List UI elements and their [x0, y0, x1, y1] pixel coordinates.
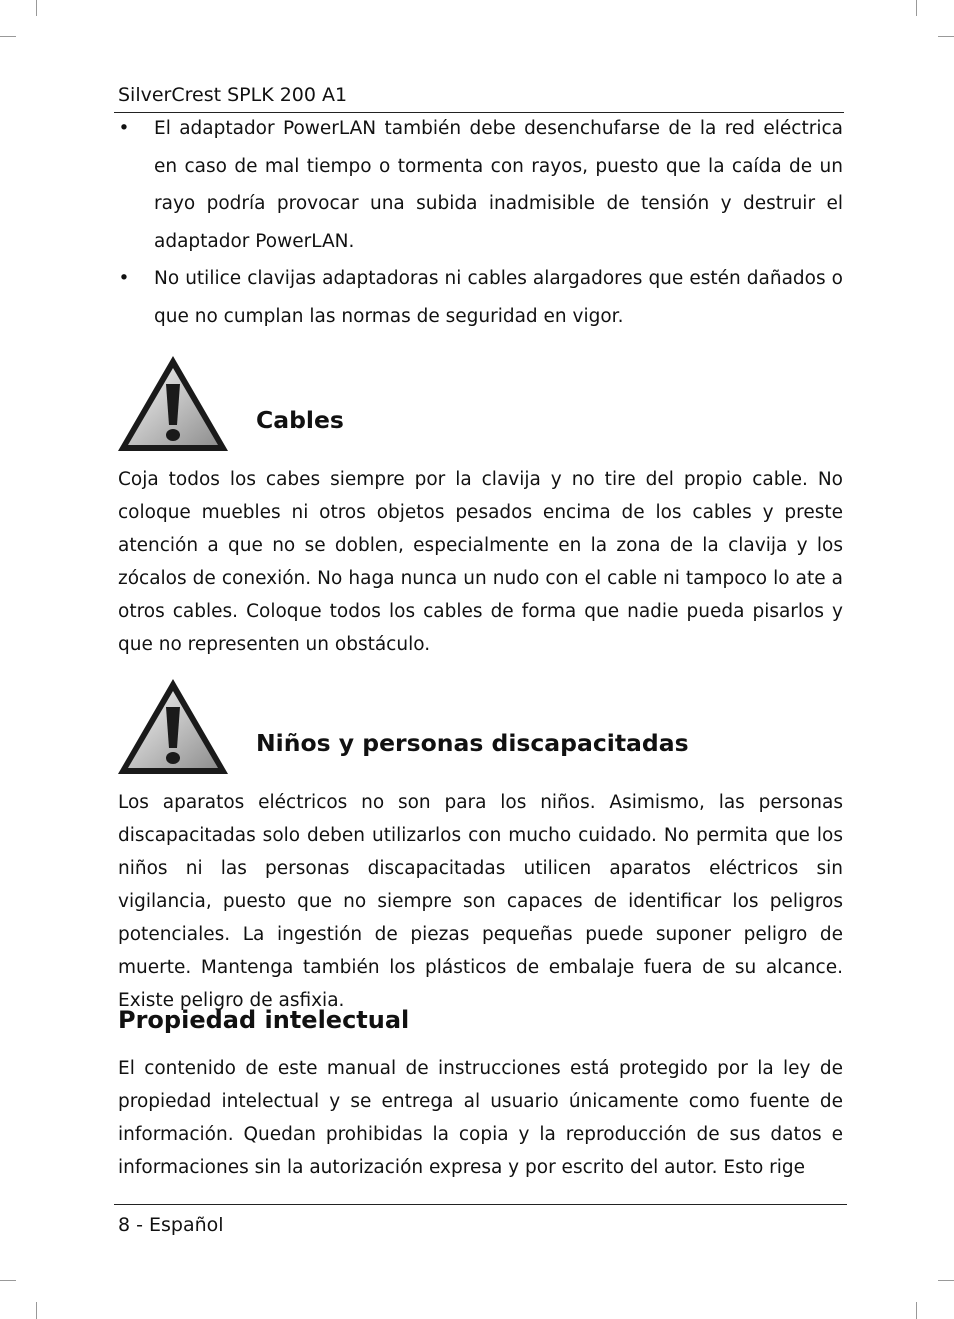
- crop-mark: [36, 0, 37, 16]
- section-text-cables: Coja todos los cabes siempre por la clavija y no tire del propio cable. No coloque muebles ni otros objetos pesados encima de los cables y preste atención a que no se doblen, especialmente en la zona de la clavija y los zócalos de conexión. No haga nunca un nudo con el cable ni tampoco lo ate a otros cables. Coloque todos los cables de forma que nadie pueda pisarlos y que no representen un obstáculo.: [118, 469, 843, 655]
- crop-mark: [916, 0, 917, 16]
- section-heading-ninos: Niños y personas discapacitadas: [256, 729, 689, 757]
- list-item: [118, 110, 843, 260]
- warning-triangle-icon: [116, 677, 230, 777]
- section-text-ninos: Los aparatos eléctricos no son para los niños. Asimismo, las personas discapacitadas solo deben utilizarlos con mucho cuidado. No permita que los niños ni las personas discapacitadas utilicen aparatos eléctricos sin vigilancia, puesto que no siempre son capaces de identificar los peligros potenciales. La ingestión de piezas pequeñas puede suponer peligro de muerte. Mantenga también los plásticos de embalaje fuera de su alcance. Existe peligro de asfixia.: [118, 792, 843, 1011]
- bullet-list: [118, 110, 843, 335]
- section-heading-cables: Cables: [256, 406, 344, 434]
- crop-mark: [938, 36, 954, 37]
- footer-rule: [114, 1204, 847, 1205]
- page-header: SilverCrest SPLK 200 A1: [118, 84, 348, 106]
- list-item: [118, 260, 843, 335]
- bullet-mark: •: [118, 118, 130, 139]
- section-heading-propiedad: Propiedad intelectual: [118, 1006, 410, 1034]
- crop-mark: [0, 1280, 16, 1281]
- crop-mark: [938, 1280, 954, 1281]
- warning-triangle-icon: [116, 354, 230, 454]
- page-footer: 8 - Español: [118, 1214, 224, 1236]
- crop-mark: [916, 1302, 917, 1319]
- crop-mark: [0, 36, 16, 37]
- bullet-mark: •: [118, 268, 130, 289]
- section-text-propiedad: El contenido de este manual de instrucciones está protegido por la ley de propiedad intelectual y se entrega al usuario únicamente como fuente de información. Quedan prohibidas la copia y la reproducción de sus datos e informaciones sin la autorización expresa y por escrito del autor. Esto rige: [118, 1058, 843, 1178]
- crop-mark: [36, 1302, 37, 1319]
- bullet-text: No utilice clavijas adaptadoras ni cables alargadores que estén dañados o que no cumplan las normas de seguridad en vigor.: [154, 268, 843, 327]
- bullet-text: El adaptador PowerLAN también debe desenchufarse de la red eléctrica en caso de mal tiempo o tormenta con rayos, puesto que la caída de un rayo podría provocar una subida inadmisible de tensión y destruir el adaptador PowerLAN.: [154, 118, 843, 252]
